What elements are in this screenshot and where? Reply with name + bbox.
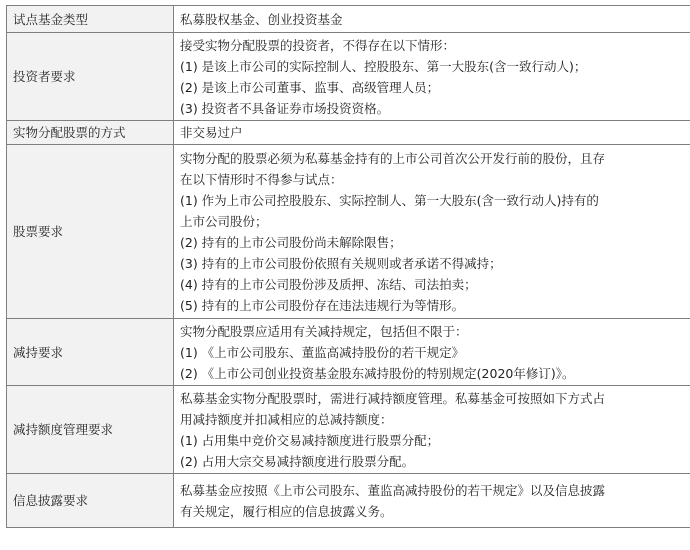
content-line: (2) 持有的上市公司股份尚未解除限售； xyxy=(180,234,402,250)
table-row xyxy=(7,121,690,145)
content-line: (4) 持有的上市公司股份涉及质押、冻结、司法拍卖； xyxy=(180,276,477,292)
content-line: 非交易过户 xyxy=(180,125,243,140)
content-line: (1) 占用集中竞价交易减持额度进行股票分配； xyxy=(180,432,440,448)
content-line: 实物分配的股票必须为私募基金持有的上市公司首次公开发行前的股份，且存 xyxy=(180,150,606,166)
content-line: (2) 《上市公司创业投资基金股东减持股份的特别规定(2020年修订)》。 xyxy=(180,365,575,381)
content-line: 有关规定，履行相应的信息披露义务。 xyxy=(180,503,393,519)
row-content xyxy=(174,319,690,386)
content-line: (2) 是该上市公司董事、监事、高级管理人员； xyxy=(180,79,440,95)
table-row xyxy=(7,319,690,386)
row-content xyxy=(174,121,690,145)
content-line: (1) 《上市公司股东、董监高减持股份的若干规定》 xyxy=(180,344,465,360)
row-content xyxy=(174,6,690,33)
row-label: 实物分配股票的方式 xyxy=(7,121,174,145)
row-content xyxy=(174,474,690,528)
content-line: 接受实物分配股票的投资者，不得存在以下情形： xyxy=(180,37,456,53)
content-line: (1) 作为上市公司控股股东、实际控制人、第一大股东(含一致行动人)持有的 xyxy=(180,192,599,208)
row-label: 减持要求 xyxy=(7,319,174,386)
content-line: (5) 持有的上市公司股份存在违法违规行为等情形。 xyxy=(180,297,465,313)
row-content xyxy=(174,145,690,319)
content-line: 私募基金应按照《上市公司股东、董监高减持股份的若干规定》以及信息披露 xyxy=(180,482,606,498)
content-line: 实物分配股票应适用有关减持规定，包括但不限于： xyxy=(180,323,468,339)
table-row xyxy=(7,145,690,319)
content-line: (3) 投资者不具备证券市场投资资格。 xyxy=(180,100,390,116)
table-row xyxy=(7,33,690,121)
document-table-container xyxy=(6,5,684,528)
row-label: 减持额度管理要求 xyxy=(7,386,174,474)
row-content xyxy=(174,33,690,121)
content-line: (3) 持有的上市公司股份依照有关规则或者承诺不得减持； xyxy=(180,255,502,271)
content-line: 在以下情形时不得参与试点： xyxy=(180,171,343,187)
content-line: 私募股权基金、创业投资基金 xyxy=(180,11,343,27)
content-line: (1) 是该上市公司的实际控制人、控股股东、第一大股东(含一致行动人)； xyxy=(180,58,587,74)
content-line: 上市公司股份； xyxy=(180,213,268,229)
table-row xyxy=(7,6,690,33)
content-line: (2) 占用大宗交易减持额度进行股票分配。 xyxy=(180,453,415,469)
table-row xyxy=(7,386,690,474)
row-content xyxy=(174,386,690,474)
content-line: 用减持额度并扣减相应的总减持额度： xyxy=(180,411,393,427)
content-line: 私募基金实物分配股票时，需进行减持额度管理。私募基金可按照如下方式占 xyxy=(180,390,606,406)
row-label: 信息披露要求 xyxy=(7,474,174,528)
row-label: 投资者要求 xyxy=(7,33,174,121)
row-label: 试点基金类型 xyxy=(7,6,174,33)
table-row xyxy=(7,474,690,528)
row-label: 股票要求 xyxy=(7,145,174,319)
pilot-rules-table xyxy=(6,5,690,528)
